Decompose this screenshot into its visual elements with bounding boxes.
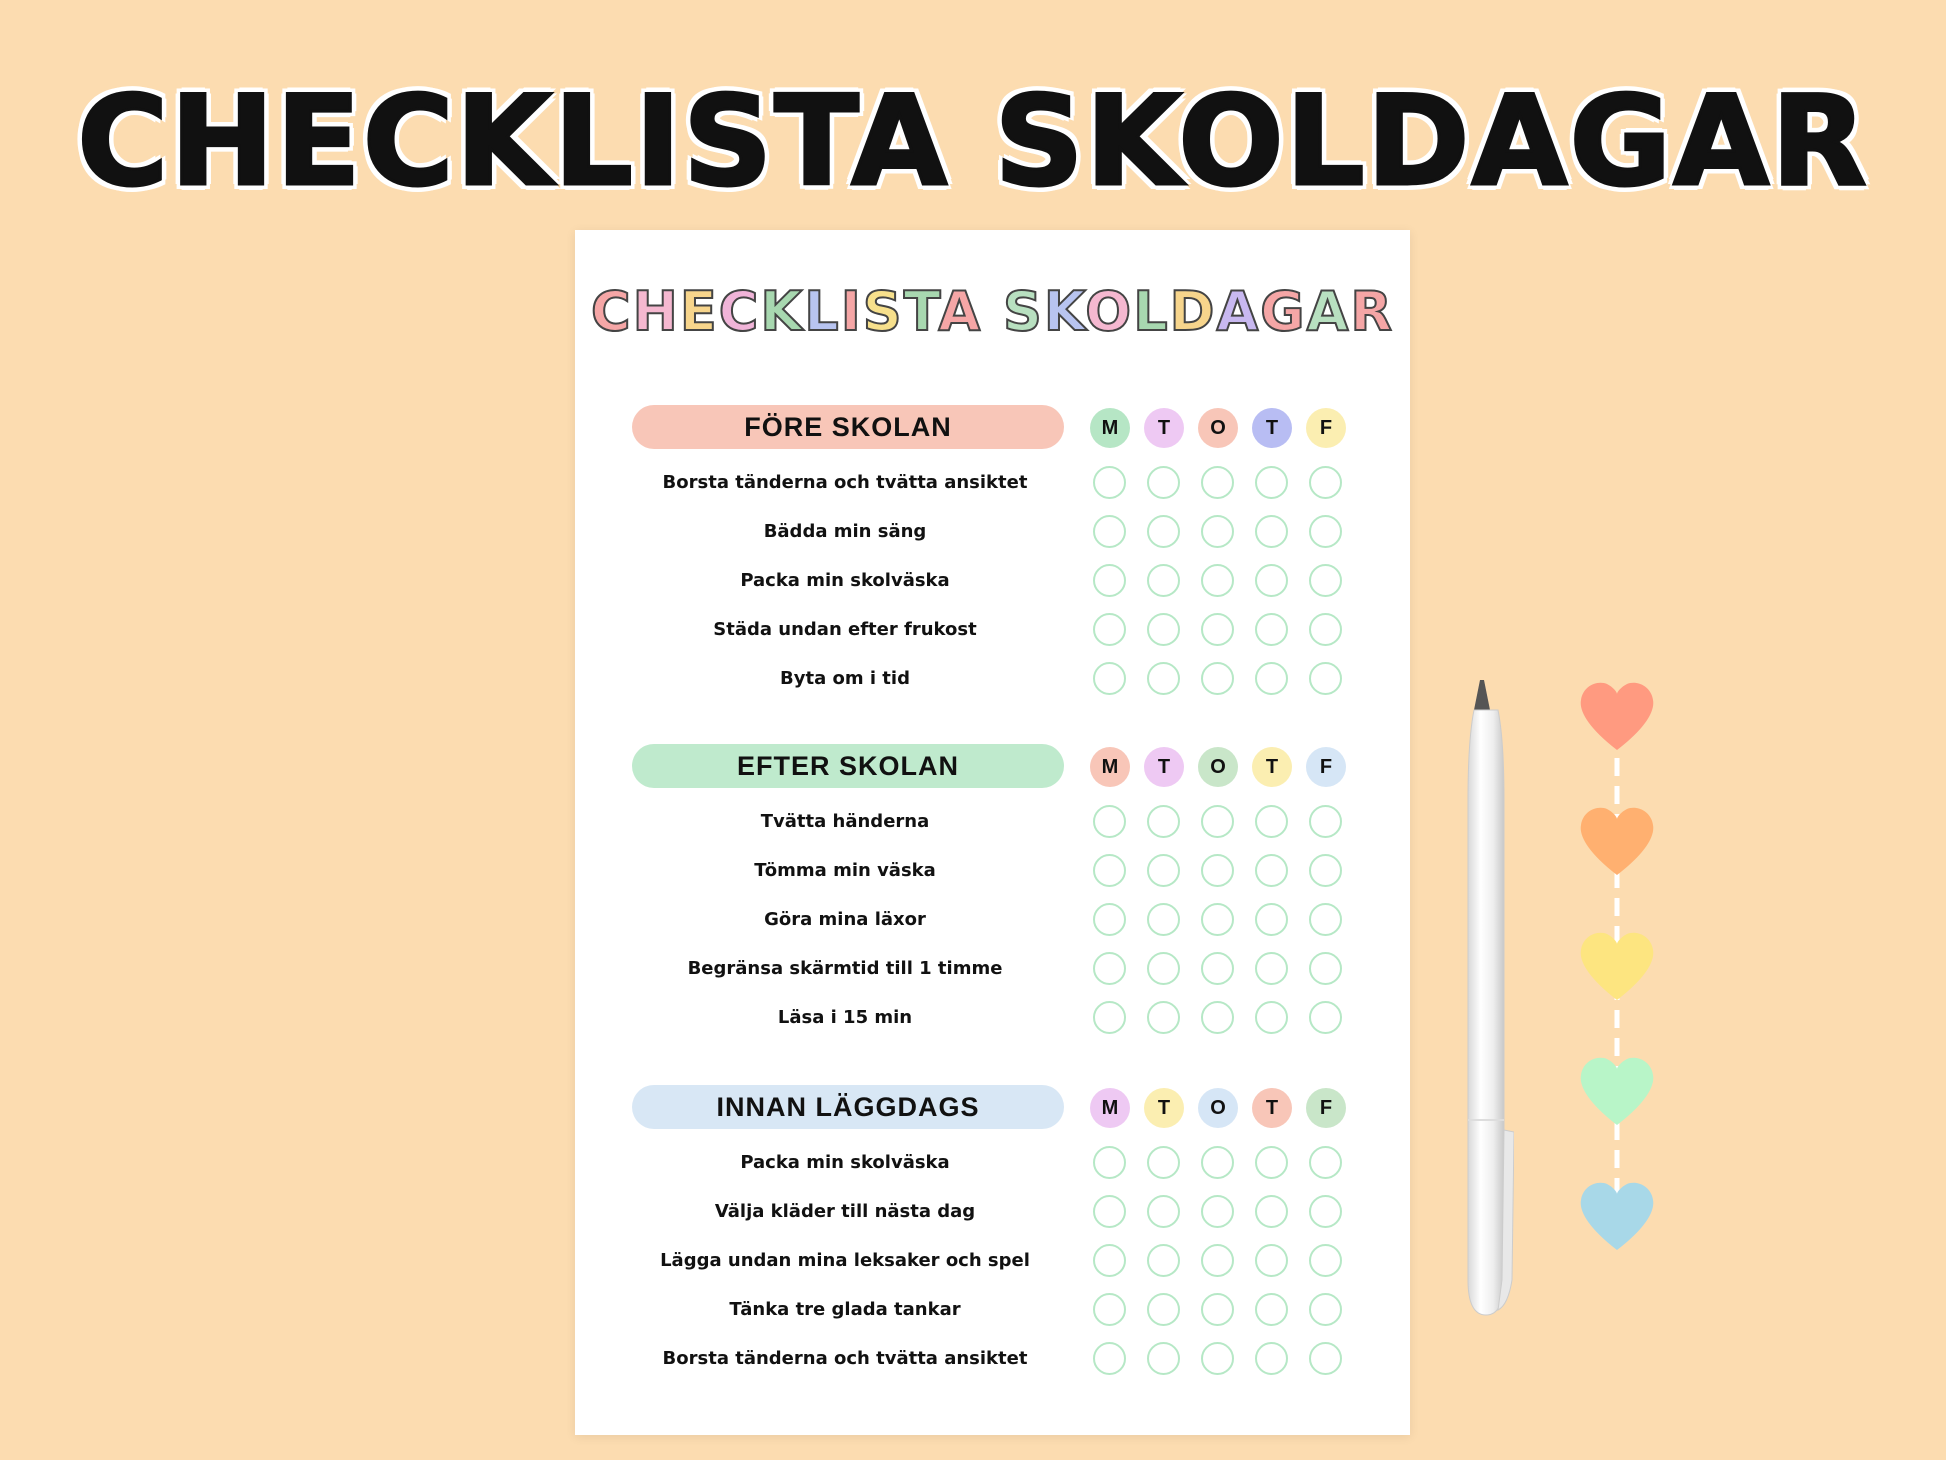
weekday-badge: M bbox=[1090, 408, 1130, 448]
weekday-badge: M bbox=[1090, 747, 1130, 787]
title-letter: C bbox=[718, 280, 761, 343]
title-letter: S bbox=[862, 280, 904, 343]
check-circle[interactable] bbox=[1147, 1342, 1180, 1375]
checklist-section bbox=[575, 1085, 1410, 1385]
check-circle[interactable] bbox=[1255, 952, 1288, 985]
weekday-badge: M bbox=[1090, 1088, 1130, 1128]
page-headline: CHECKLISTA SKOLDAGAR bbox=[77, 70, 1869, 214]
check-circle[interactable] bbox=[1201, 1195, 1234, 1228]
weekday-badge: F bbox=[1306, 1088, 1346, 1128]
weekday-badge: O bbox=[1198, 1088, 1238, 1128]
title-letter: T bbox=[903, 280, 939, 343]
check-circle[interactable] bbox=[1309, 564, 1342, 597]
check-circle[interactable] bbox=[1147, 515, 1180, 548]
check-circle[interactable] bbox=[1201, 903, 1234, 936]
title-letter: L bbox=[1133, 280, 1170, 343]
check-circle[interactable] bbox=[1255, 564, 1288, 597]
check-circle[interactable] bbox=[1201, 1244, 1234, 1277]
check-circle[interactable] bbox=[1093, 854, 1126, 887]
hearts-decoration bbox=[1577, 672, 1657, 1252]
task-label: Göra mina läxor bbox=[764, 909, 926, 930]
check-circle[interactable] bbox=[1309, 805, 1342, 838]
weekday-badge: T bbox=[1144, 1088, 1184, 1128]
check-circle[interactable] bbox=[1309, 952, 1342, 985]
weekday-badge: T bbox=[1144, 747, 1184, 787]
title-letter: L bbox=[804, 280, 841, 343]
heart-icon bbox=[1581, 683, 1654, 750]
check-circle[interactable] bbox=[1147, 564, 1180, 597]
check-circle[interactable] bbox=[1093, 1001, 1126, 1034]
check-circle[interactable] bbox=[1309, 854, 1342, 887]
check-circle[interactable] bbox=[1255, 854, 1288, 887]
task-label: Bädda min säng bbox=[763, 521, 927, 542]
weekday-badge: T bbox=[1144, 408, 1184, 448]
check-circle[interactable] bbox=[1201, 564, 1234, 597]
checklist-sheet bbox=[575, 230, 1410, 1435]
check-circle[interactable] bbox=[1255, 613, 1288, 646]
section-title: EFTER SKOLAN bbox=[632, 744, 1064, 788]
check-circle[interactable] bbox=[1255, 805, 1288, 838]
check-circle[interactable] bbox=[1201, 952, 1234, 985]
check-circle[interactable] bbox=[1093, 1244, 1126, 1277]
weekday-badge: T bbox=[1252, 1088, 1292, 1128]
title-letter: I bbox=[840, 280, 863, 343]
task-label: Borsta tänderna och tvätta ansiktet bbox=[662, 1348, 1028, 1369]
check-circle[interactable] bbox=[1255, 1146, 1288, 1179]
task-label: Packa min skolväska bbox=[740, 1152, 950, 1173]
weekday-badge: T bbox=[1252, 408, 1292, 448]
title-letter: R bbox=[1350, 280, 1394, 343]
check-circle[interactable] bbox=[1147, 1001, 1180, 1034]
check-circle[interactable] bbox=[1309, 662, 1342, 695]
check-circle[interactable] bbox=[1147, 903, 1180, 936]
check-circle[interactable] bbox=[1093, 952, 1126, 985]
check-circle[interactable] bbox=[1201, 1001, 1234, 1034]
weekday-badge: F bbox=[1306, 747, 1346, 787]
check-circle[interactable] bbox=[1093, 1342, 1126, 1375]
check-circle[interactable] bbox=[1309, 1146, 1342, 1179]
check-circle[interactable] bbox=[1201, 515, 1234, 548]
task-label: Packa min skolväska bbox=[740, 570, 950, 591]
check-circle[interactable] bbox=[1147, 1293, 1180, 1326]
title-letter: A bbox=[1306, 280, 1351, 343]
check-circle[interactable] bbox=[1147, 662, 1180, 695]
check-circle[interactable] bbox=[1201, 613, 1234, 646]
title-letter: C bbox=[591, 280, 633, 343]
check-circle[interactable] bbox=[1201, 1146, 1234, 1179]
check-circle[interactable] bbox=[1147, 613, 1180, 646]
task-label: Begränsa skärmtid till 1 timme bbox=[687, 958, 1003, 979]
weekday-badge: O bbox=[1198, 747, 1238, 787]
sheet-title bbox=[575, 280, 1410, 343]
check-circle[interactable] bbox=[1201, 805, 1234, 838]
check-circle[interactable] bbox=[1309, 515, 1342, 548]
task-label: Tömma min väska bbox=[754, 860, 936, 881]
task-label: Tänka tre glada tankar bbox=[729, 1299, 961, 1320]
check-circle[interactable] bbox=[1093, 515, 1126, 548]
check-circle[interactable] bbox=[1093, 1293, 1126, 1326]
checklist-section bbox=[575, 744, 1410, 1044]
check-circle[interactable] bbox=[1147, 854, 1180, 887]
check-circle[interactable] bbox=[1201, 466, 1234, 499]
check-circle[interactable] bbox=[1309, 1195, 1342, 1228]
check-circle[interactable] bbox=[1201, 1293, 1234, 1326]
check-circle[interactable] bbox=[1255, 1293, 1288, 1326]
title-letter bbox=[982, 280, 1003, 343]
weekday-badge: T bbox=[1252, 747, 1292, 787]
check-circle[interactable] bbox=[1093, 466, 1126, 499]
hearts-svg bbox=[1577, 672, 1657, 1252]
check-circle[interactable] bbox=[1147, 805, 1180, 838]
check-circle[interactable] bbox=[1309, 1342, 1342, 1375]
title-letter: O bbox=[1085, 280, 1134, 343]
task-label: Tvätta händerna bbox=[760, 811, 930, 832]
title-letter: E bbox=[679, 280, 719, 343]
section-title: INNAN LÄGGDAGS bbox=[632, 1085, 1064, 1129]
check-circle[interactable] bbox=[1147, 1146, 1180, 1179]
check-circle[interactable] bbox=[1255, 1001, 1288, 1034]
check-circle[interactable] bbox=[1309, 903, 1342, 936]
check-circle[interactable] bbox=[1255, 662, 1288, 695]
task-label: Läsa i 15 min bbox=[777, 1007, 913, 1028]
check-circle[interactable] bbox=[1309, 613, 1342, 646]
title-letter: A bbox=[1216, 280, 1261, 343]
check-circle[interactable] bbox=[1201, 854, 1234, 887]
check-circle[interactable] bbox=[1309, 466, 1342, 499]
check-circle[interactable] bbox=[1147, 1244, 1180, 1277]
check-circle[interactable] bbox=[1147, 1195, 1180, 1228]
check-circle[interactable] bbox=[1201, 1342, 1234, 1375]
check-circle[interactable] bbox=[1255, 515, 1288, 548]
title-letter: A bbox=[938, 280, 983, 343]
task-label: Borsta tänderna och tvätta ansiktet bbox=[662, 472, 1028, 493]
weekday-badge: O bbox=[1198, 408, 1238, 448]
title-letter: S bbox=[1002, 280, 1044, 343]
weekday-badge: F bbox=[1306, 408, 1346, 448]
title-letter: G bbox=[1260, 280, 1307, 343]
check-circle[interactable] bbox=[1093, 613, 1126, 646]
check-circle[interactable] bbox=[1147, 952, 1180, 985]
check-circle[interactable] bbox=[1255, 1244, 1288, 1277]
pen-illustration bbox=[1458, 680, 1514, 1320]
title-letter: D bbox=[1169, 280, 1217, 343]
check-circle[interactable] bbox=[1255, 1342, 1288, 1375]
title-letter: K bbox=[1043, 280, 1086, 343]
check-circle[interactable] bbox=[1093, 564, 1126, 597]
title-letter: H bbox=[632, 280, 680, 343]
check-circle[interactable] bbox=[1093, 1146, 1126, 1179]
section-title: FÖRE SKOLAN bbox=[632, 405, 1064, 449]
task-label: Städa undan efter frukost bbox=[713, 619, 977, 640]
check-circle[interactable] bbox=[1147, 466, 1180, 499]
check-circle[interactable] bbox=[1093, 662, 1126, 695]
title-letter: K bbox=[760, 280, 805, 343]
check-circle[interactable] bbox=[1093, 805, 1126, 838]
checklist-section bbox=[575, 405, 1410, 705]
task-label: Lägga undan mina leksaker och spel bbox=[660, 1250, 1030, 1271]
check-circle[interactable] bbox=[1201, 662, 1234, 695]
check-circle[interactable] bbox=[1093, 903, 1126, 936]
check-circle[interactable] bbox=[1309, 1244, 1342, 1277]
task-label: Välja kläder till nästa dag bbox=[714, 1201, 976, 1222]
check-circle[interactable] bbox=[1309, 1293, 1342, 1326]
check-circle[interactable] bbox=[1255, 1195, 1288, 1228]
task-label: Byta om i tid bbox=[780, 668, 910, 689]
check-circle[interactable] bbox=[1093, 1195, 1126, 1228]
check-circle[interactable] bbox=[1255, 466, 1288, 499]
check-circle[interactable] bbox=[1255, 903, 1288, 936]
check-circle[interactable] bbox=[1309, 1001, 1342, 1034]
